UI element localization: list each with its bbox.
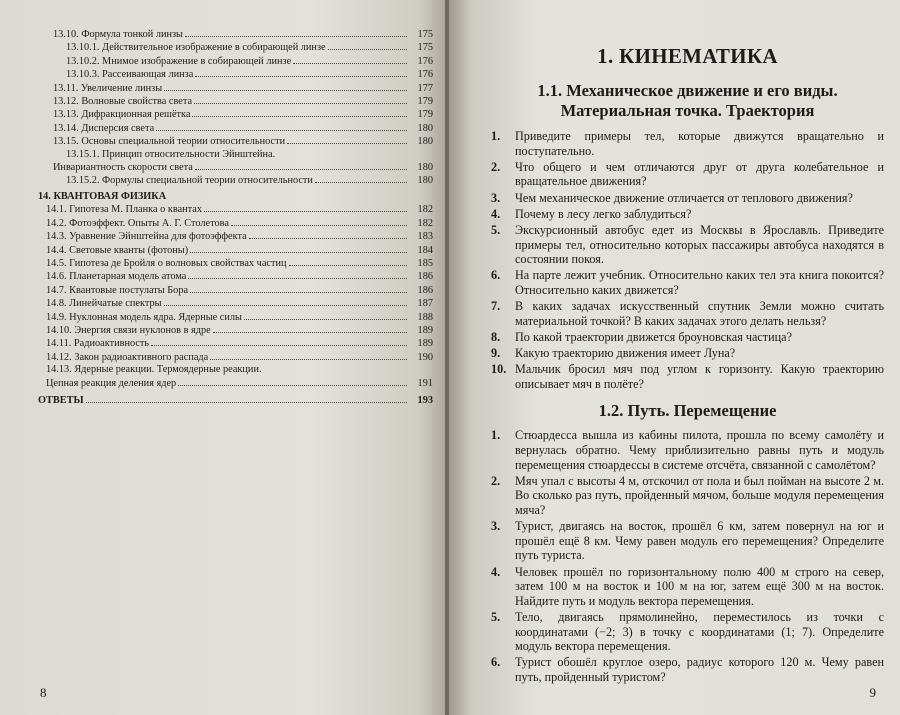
toc-entry-title: 14.1. Гипотеза М. Планка о квантах: [46, 204, 202, 216]
toc-leader-dots: [164, 82, 407, 91]
table-of-contents: [38, 28, 433, 149]
toc-entry-page: 176: [417, 69, 433, 81]
toc-leader-dots: [249, 230, 407, 239]
question-item: [491, 474, 884, 518]
toc-entry-title: 14.3. Уравнение Эйнштейна для фотоэффекта: [46, 231, 247, 243]
toc-entry: 14.13. Ядерные реакции. Термоядерные реакции.: [46, 364, 262, 376]
toc-entry-page: 177: [417, 82, 433, 94]
toc-entry: [38, 324, 433, 337]
toc-entry: [38, 337, 433, 350]
toc-leader-dots: [185, 28, 407, 37]
toc-entry-page: 191: [417, 377, 433, 389]
toc-entry: [38, 270, 433, 283]
toc-entry-title: 13.11. Увеличение линзы: [53, 82, 163, 94]
question-text: По какой траектории движется броуновская частица?: [515, 329, 792, 344]
left-page: [0, 0, 447, 715]
toc-leader-dots: [195, 161, 407, 170]
question-text: Чем механическое движение отличается от теплового движения?: [515, 190, 853, 205]
toc-leader-dots: [231, 217, 407, 226]
question-number: 3.: [491, 190, 501, 205]
toc-leader-dots: [315, 174, 407, 183]
toc-entry-title: 14.5. Гипотеза де Бройля о волновых свойствах частиц: [46, 257, 287, 269]
question-text: Приведите примеры тел, которые движутся вращательно и поступательно.: [515, 129, 884, 158]
toc-entry-page: 176: [417, 55, 433, 67]
toc-entry-title: 13.10.3. Рассеивающая линза: [66, 69, 194, 81]
question-item: [491, 362, 884, 391]
toc-entry: [38, 28, 433, 41]
toc-entry-page: 185: [417, 257, 433, 269]
toc-leader-dots: [328, 41, 407, 50]
question-number: 6.: [491, 655, 501, 670]
toc-entry-page: 180: [417, 122, 433, 134]
toc-leader-dots: [178, 377, 407, 386]
toc-entry-title: 13.12. Волновые свойства света: [53, 96, 193, 108]
toc-entry: [38, 108, 433, 121]
question-number: 8.: [491, 329, 501, 344]
toc-entry-page: 182: [417, 217, 433, 229]
question-number: 5.: [491, 609, 501, 624]
toc-entry-title: 14.8. Линейчатые спектры: [46, 298, 162, 310]
question-item: [491, 129, 884, 158]
toc-entry: [38, 41, 433, 54]
toc-entry: [38, 311, 433, 324]
toc-entry-title: 14.10. Энергия связи нуклонов в ядре: [46, 324, 211, 336]
question-text: Какую траекторию движения имеет Луна?: [515, 346, 736, 361]
toc-leader-dots: [204, 203, 407, 212]
question-list: [491, 428, 884, 684]
table-of-contents-ch14: [38, 203, 433, 364]
question-item: [491, 428, 884, 472]
toc-leader-dots: [194, 95, 407, 104]
toc-entry-title: 13.10.2. Мнимое изображение в собирающей линзе: [66, 55, 292, 67]
toc-entry-title: 14.2. Фотоэффект. Опыты А. Г. Столетова: [46, 217, 229, 229]
section-title-line: Материальная точка. Траектория: [560, 101, 815, 120]
toc-entry-page: 186: [417, 271, 433, 283]
question-text: Экскурсионный автобус едет из Москвы в Ярославль. Приведите примеры тел, относительно которых пассажиры автобуса находятся в состоянии покоя.: [515, 222, 884, 267]
toc-entry-title: 13.10. Формула тонкой линзы: [53, 29, 183, 40]
toc-entry-page: 180: [417, 175, 433, 187]
toc-entry-page: 179: [417, 109, 433, 121]
question-item: [491, 330, 884, 345]
toc-entry-title: 14.6. Планетарная модель атома: [46, 271, 187, 283]
question-text: В каких задачах искусственный спутник Земли можно считать материальной точкой? В каких задачах этого делать нельзя?: [515, 299, 884, 328]
toc-answers: [38, 394, 433, 407]
question-number: 7.: [491, 299, 501, 314]
toc-leader-dots: [190, 284, 407, 293]
question-item: [491, 191, 884, 206]
toc-entry-page: 193: [417, 394, 433, 406]
toc-entry-title: 14.12. Закон радиоактивного распада: [46, 351, 209, 363]
toc-entry-title: 13.10.1. Действительное изображение в собирающей линзе: [66, 42, 326, 54]
toc-entry: [38, 351, 433, 364]
question-number: 4.: [491, 564, 501, 579]
toc-entry-page: 189: [417, 338, 433, 350]
toc-entry-title: 14.4. Световые кванты (фотоны): [46, 244, 189, 256]
question-number: 4.: [491, 206, 501, 221]
toc-entry: [38, 217, 433, 230]
toc-entry: [38, 95, 433, 108]
toc-leader-dots: [164, 297, 407, 306]
toc-entry-page: 184: [417, 244, 433, 256]
question-text: Турист обошёл круглое озеро, радиус которого 120 м. Чему равен путь, пройденный туристом?: [515, 655, 884, 684]
toc-entry-title: 13.15.2. Формулы специальной теории относительности: [66, 175, 313, 187]
page-number: 9: [869, 685, 876, 700]
toc-entry-page: 180: [417, 136, 433, 148]
toc-leader-dots: [188, 270, 407, 279]
toc-entry-page: 187: [417, 298, 433, 310]
toc-chapter-heading: 14. КВАНТОВАЯ ФИЗИКА: [38, 190, 167, 202]
toc-entry: [38, 122, 433, 135]
toc-entry-page: 189: [417, 324, 433, 336]
toc-entry: [38, 297, 433, 310]
toc-leader-dots: [289, 257, 408, 266]
toc-entry: [38, 82, 433, 95]
question-item: [491, 268, 884, 297]
question-item: [491, 610, 884, 654]
toc-entry-page: 188: [417, 311, 433, 323]
right-page: [449, 0, 900, 715]
toc-entry: [38, 377, 433, 390]
toc-entry: [38, 203, 433, 216]
toc-entry-title: Цепная реакция деления ядер: [46, 377, 177, 389]
question-list: [491, 129, 884, 391]
toc-entry-page: 190: [417, 351, 433, 363]
toc-entry: 13.15.1. Принцип относительности Эйнштейна.: [66, 148, 276, 160]
question-item: [491, 519, 884, 563]
toc-entry-page: 175: [417, 42, 433, 54]
question-item: [491, 223, 884, 267]
question-item: [491, 299, 884, 328]
question-number: 10.: [491, 362, 507, 377]
question-text: Стюардесса вышла из кабины пилота, прошла по всему самолёту и вернулась обратно. Чему приблизительно равны путь и модуль перемещения стюардессы в системе отсчёта, связанной с самолётом?: [515, 428, 884, 472]
question-text: Тело, двигаясь прямолинейно, переместилось из точки с координатами (−2; 3) в точку с координатами (1; 7). Определите модуль вектора перемещения.: [515, 609, 884, 654]
toc-entry: [38, 244, 433, 257]
section-title: [491, 81, 884, 121]
question-item: [491, 565, 884, 609]
question-item: [491, 655, 884, 684]
question-number: 2.: [491, 159, 501, 174]
toc-leader-dots: [86, 394, 407, 403]
toc-entry-title: 14.7. Квантовые постулаты Бора: [46, 284, 189, 296]
toc-entry-page: 182: [417, 204, 433, 216]
toc-entry: [38, 68, 433, 81]
toc-entry-page: 186: [417, 284, 433, 296]
toc-leader-dots: [151, 337, 407, 346]
toc-leader-dots: [244, 311, 407, 320]
toc-entry-page: 183: [417, 231, 433, 243]
question-text: Мальчик бросил мяч под углом к горизонту. Какую траекторию описывает мяч в полёте?: [515, 362, 884, 391]
question-number: 1.: [491, 428, 501, 443]
toc-entry: [38, 55, 433, 68]
page-number: 8: [40, 685, 47, 700]
toc-entry-page: 179: [417, 96, 433, 108]
toc-entry-title: 13.14. Дисперсия света: [53, 122, 155, 134]
toc-entry-title: 14.9. Нуклонная модель ядра. Ядерные силы: [46, 311, 242, 323]
question-text: Почему в лесу легко заблудиться?: [515, 206, 692, 221]
question-item: [491, 346, 884, 361]
question-number: 1.: [491, 129, 501, 143]
question-text: Мяч упал с высоты 4 м, отскочил от пола и был пойман на высоте 2 м. Во сколько раз путь, пройденный мячом, больше модуля перемещения мяча?: [515, 473, 884, 517]
question-number: 9.: [491, 346, 501, 361]
toc-entry: [38, 257, 433, 270]
toc-leader-dots: [213, 324, 407, 333]
question-text: Что общего и чем отличаются друг от друга колебательное и вращательное движения?: [515, 159, 884, 189]
question-item: [491, 160, 884, 189]
chapter-title: 1. КИНЕМАТИКА: [597, 44, 778, 68]
toc-entry: [38, 230, 433, 243]
toc-leader-dots: [195, 68, 407, 77]
toc-entry-page: 180: [417, 162, 433, 174]
question-number: 6.: [491, 268, 501, 283]
toc-leader-dots: [190, 244, 407, 253]
toc-entry: [38, 174, 433, 187]
toc-entry: [38, 135, 433, 148]
section-title-line: 1.1. Механическое движение и его виды.: [537, 81, 838, 100]
question-item: [491, 207, 884, 222]
toc-entry-title: ОТВЕТЫ: [38, 394, 84, 406]
toc-leader-dots: [156, 122, 407, 131]
toc-leader-dots: [293, 55, 407, 64]
toc-leader-dots: [210, 351, 407, 360]
toc-leader-dots: [192, 108, 407, 117]
question-number: 2.: [491, 473, 501, 488]
toc-entry-page: 175: [417, 29, 433, 40]
toc-leader-dots: [287, 135, 407, 144]
section-title: 1.2. Путь. Перемещение: [598, 401, 777, 421]
toc-entry-title: 13.13. Дифракционная решётка: [53, 109, 191, 121]
question-number: 5.: [491, 222, 501, 237]
toc-entry: [38, 284, 433, 297]
question-text: Человек прошёл по горизонтальному полю 400 м строго на север, затем 100 м на восток и 100 м на юг, затем ещё 300 м на восток. Найдите путь и модуль вектора перемещения.: [515, 564, 884, 608]
question-number: 3.: [491, 519, 501, 534]
toc-entry-title: 14.11. Радиоактивность: [46, 338, 150, 350]
question-text: На парте лежит учебник. Относительно каких тел эта книга покоится? Относительно каких движется?: [515, 268, 884, 297]
toc-entry-title: 13.15. Основы специальной теории относительности: [53, 136, 286, 148]
toc-entry: [38, 161, 433, 174]
toc-entry-title: Инвариантность скорости света: [53, 162, 193, 174]
question-text: Турист, двигаясь на восток, прошёл 6 км, затем повернул на юг и прошёл ещё 8 км. Чему равен модуль его перемещения? Определите путь туриста.: [515, 519, 884, 563]
